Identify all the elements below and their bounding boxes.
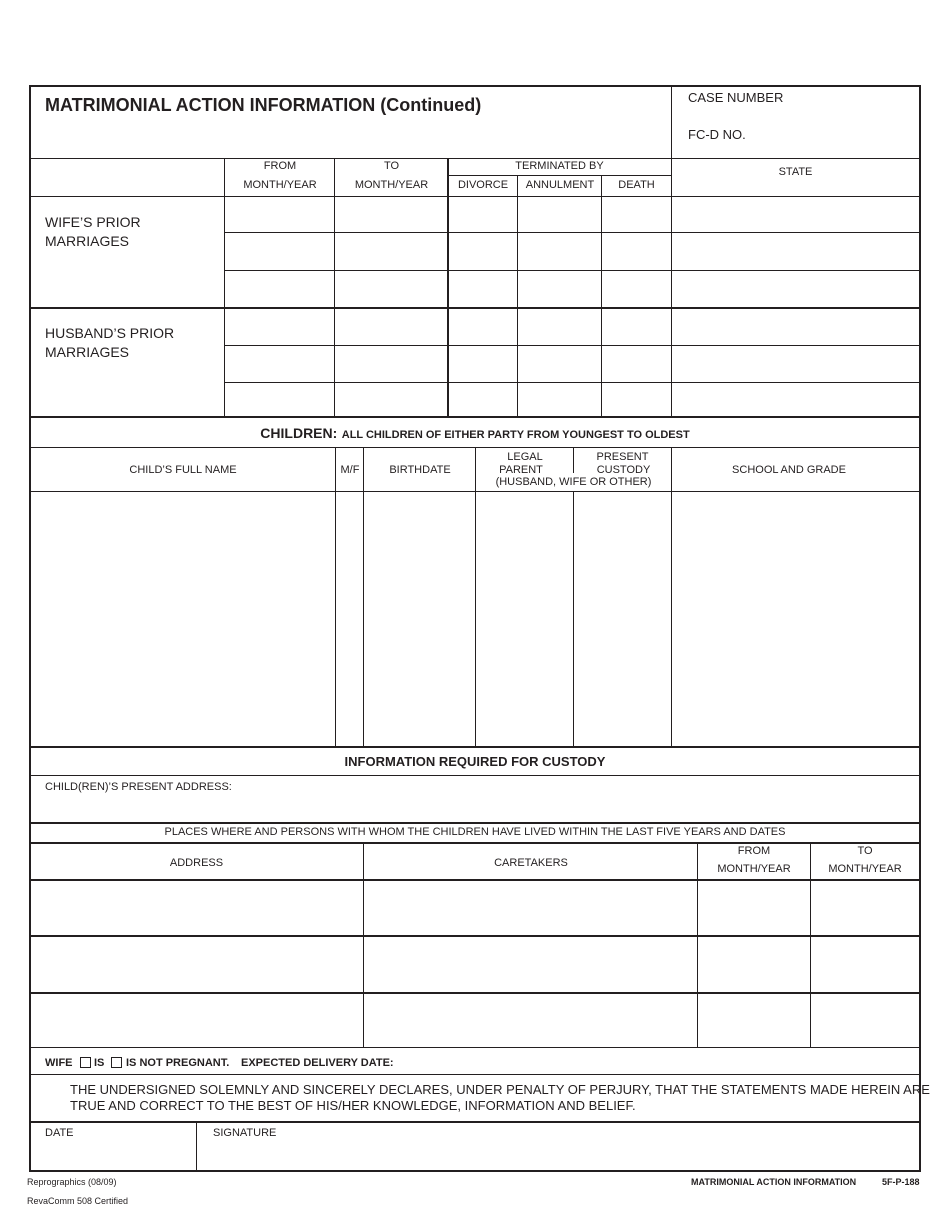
certified-note: RevaComm 508 Certified (27, 1196, 129, 1206)
col-birthdate: BIRTHDATE (389, 464, 451, 476)
case-number-field[interactable] (672, 106, 920, 126)
col-from: FROM (737, 845, 771, 857)
col-legal-parent-2: PARENT (499, 464, 543, 476)
child-name-field[interactable] (31, 492, 335, 746)
custody-bottom-rule (30, 1047, 920, 1048)
husband-marriage-row-1[interactable] (225, 309, 920, 345)
present-address-rule (30, 822, 920, 824)
terminated-by-label: TERMINATED BY (515, 160, 604, 172)
child-legal-parent-field[interactable] (476, 492, 573, 746)
wife-marriage-row-1[interactable] (225, 197, 920, 232)
declaration-line-1: THE UNDERSIGNED SOLEMNLY AND SINCERELY DECLARES, UNDER PENALTY OF PERJURY, THAT THE STATEMENTS MADE HEREIN ARE (70, 1082, 930, 1097)
declaration-rule (30, 1121, 920, 1123)
children-subheading: ALL CHILDREN OF EITHER PARTY FROM YOUNGEST TO OLDEST (341, 429, 690, 441)
is-not-pregnant-checkbox[interactable] (111, 1057, 122, 1068)
custody-heading: INFORMATION REQUIRED FOR CUSTODY (344, 754, 606, 769)
state-label: STATE (778, 166, 813, 178)
date-field[interactable] (31, 1140, 196, 1170)
husband-prior-marriages-label-2: MARRIAGES (45, 344, 130, 360)
husband-marriage-row-2[interactable] (225, 346, 920, 382)
child-birthdate-field[interactable] (364, 492, 475, 746)
death-label: DEATH (618, 179, 655, 191)
children-heading: CHILDREN: (260, 425, 338, 441)
wife-marriage-row-3[interactable] (225, 271, 920, 307)
wife-marriage-row-2[interactable] (225, 233, 920, 270)
footer-form-name: MATRIMONIAL ACTION INFORMATION (691, 1177, 857, 1187)
is-not-pregnant-label: IS NOT PREGNANT. (126, 1057, 230, 1069)
col-parent-note: (HUSBAND, WIFE OR OTHER) (495, 476, 652, 488)
children-heading-row (30, 425, 920, 443)
wife-prior-marriages-label-2: MARRIAGES (45, 233, 130, 249)
pregnancy-rule (30, 1074, 920, 1075)
wife-prior-marriages-label: WIFE’S PRIOR (45, 214, 141, 230)
col-to-month-year: MONTH/YEAR (828, 863, 902, 875)
footer-form-number: 5F-P-188 (882, 1177, 920, 1187)
expected-delivery-field[interactable] (395, 1049, 920, 1073)
custody-residence-row-2[interactable] (31, 937, 920, 992)
signature-field[interactable] (197, 1140, 920, 1170)
col-address: ADDRESS (169, 857, 224, 869)
husband-prior-marriages-label: HUSBAND’S PRIOR (45, 325, 175, 341)
reprographics-note: Reprographics (08/09) (27, 1177, 117, 1187)
col-legal-parent: LEGAL (507, 451, 543, 463)
header-bottom-rule (30, 158, 920, 159)
from-label: FROM (263, 160, 297, 172)
col-caretakers: CARETAKERS (494, 857, 568, 869)
col-from-month-year: MONTH/YEAR (717, 863, 791, 875)
col-school-and-grade: SCHOOL AND GRADE (732, 464, 846, 476)
to-label: TO (383, 160, 400, 172)
present-address-field[interactable] (240, 776, 920, 822)
custody-residence-row-3[interactable] (31, 994, 920, 1047)
marriages-bottom-rule (30, 416, 920, 418)
places-lived-label: PLACES WHERE AND PERSONS WITH WHOM THE CHILDREN HAVE LIVED WITHIN THE LAST FIVE YEARS AND DATES (164, 826, 786, 838)
col-mf: M/F (340, 464, 360, 476)
child-mf-field[interactable] (336, 492, 363, 746)
custody-residence-row-1[interactable] (31, 881, 920, 935)
date-label: DATE (45, 1127, 74, 1139)
col-present-custody: PRESENT (596, 451, 649, 463)
child-school-grade-field[interactable] (672, 492, 920, 746)
husband-marriage-row-3[interactable] (225, 383, 920, 416)
declaration-line-2: TRUE AND CORRECT TO THE BEST OF HIS/HER KNOWLEDGE, INFORMATION AND BELIEF. (70, 1098, 636, 1113)
col-childs-full-name: CHILD’S FULL NAME (129, 464, 237, 476)
terminated-by-rule (448, 175, 671, 176)
from-month-year-label: MONTH/YEAR (243, 179, 317, 191)
to-month-year-label: MONTH/YEAR (354, 179, 429, 191)
fcd-number-field[interactable] (760, 126, 920, 156)
col-present-custody-2: CUSTODY (596, 464, 651, 476)
child-present-custody-field[interactable] (574, 492, 671, 746)
expected-delivery-label: EXPECTED DELIVERY DATE: (241, 1057, 394, 1069)
places-lived-rule (30, 842, 920, 844)
annulment-label: ANNULMENT (525, 179, 595, 191)
children-bottom-rule (30, 746, 920, 748)
case-number-label: CASE NUMBER (688, 90, 784, 105)
wife-label: WIFE (45, 1057, 73, 1069)
col-to: TO (857, 845, 873, 857)
is-label: IS (94, 1057, 105, 1069)
signature-label: SIGNATURE (213, 1127, 277, 1139)
divorce-label: DIVORCE (457, 179, 509, 191)
form-title: MATRIMONIAL ACTION INFORMATION (Continued) (45, 95, 482, 115)
col-divider (573, 448, 574, 473)
present-address-label: CHILD(REN)’S PRESENT ADDRESS: (45, 781, 232, 793)
fcd-number-label: FC-D NO. (688, 127, 746, 142)
is-pregnant-checkbox[interactable] (80, 1057, 91, 1068)
